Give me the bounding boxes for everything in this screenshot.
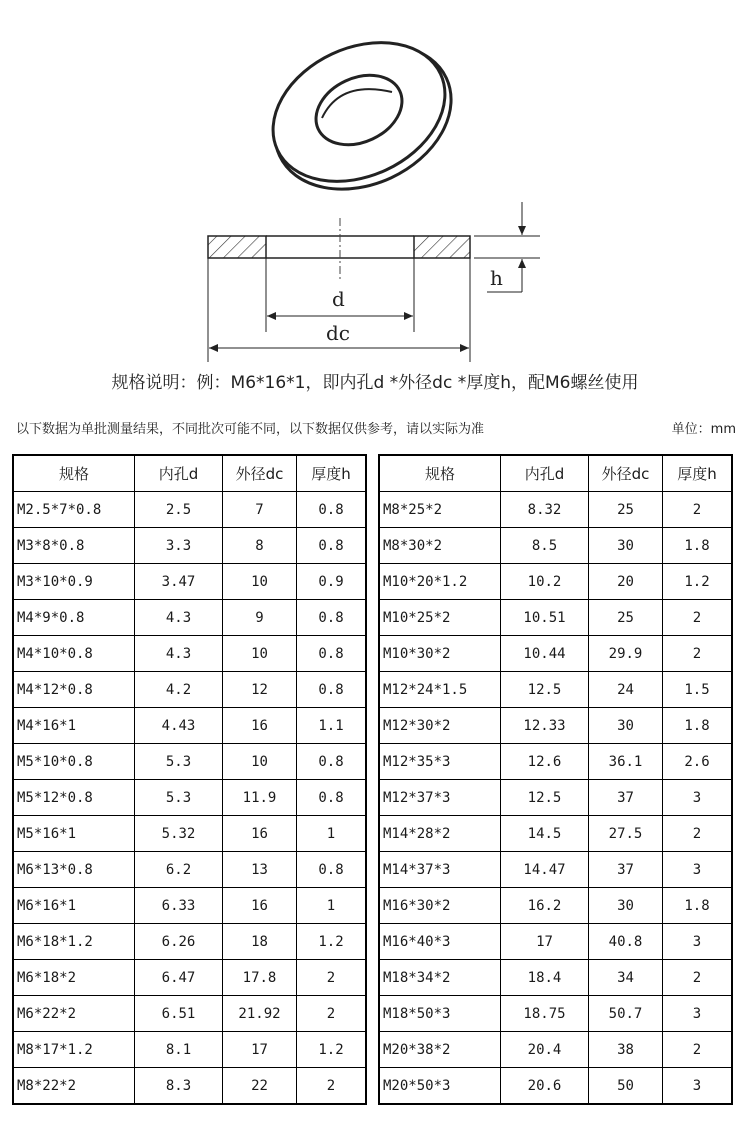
- cell-inner-d: 8.1: [135, 1032, 223, 1068]
- cell-inner-d: 6.47: [135, 960, 223, 996]
- table-row: [13, 672, 366, 708]
- cell-spec: M4*10*0.8: [13, 636, 135, 672]
- cell-thickness-h: 1: [297, 888, 367, 924]
- cell-outer-dc: 10: [223, 744, 297, 780]
- thickness-dimension: [474, 202, 540, 292]
- cell-outer-dc: 22: [223, 1068, 297, 1105]
- table-row: [13, 1068, 366, 1105]
- cell-thickness-h: 0.9: [297, 564, 367, 600]
- column-header-spec: 规格: [379, 455, 501, 492]
- cell-inner-d: 4.2: [135, 672, 223, 708]
- cell-thickness-h: 1.8: [663, 888, 733, 924]
- cell-outer-dc: 20: [589, 564, 663, 600]
- cell-thickness-h: 3: [663, 996, 733, 1032]
- washer-diagram: [0, 0, 750, 370]
- cell-thickness-h: 0.8: [297, 672, 367, 708]
- cell-inner-d: 14.5: [501, 816, 589, 852]
- cell-spec: M12*24*1.5: [379, 672, 501, 708]
- cell-thickness-h: 0.8: [297, 492, 367, 528]
- cell-spec: M20*38*2: [379, 1032, 501, 1068]
- cell-thickness-h: 0.8: [297, 600, 367, 636]
- cell-spec: M10*20*1.2: [379, 564, 501, 600]
- cell-thickness-h: 1: [297, 816, 367, 852]
- label-dc: dc: [326, 321, 351, 345]
- cell-spec: M14*28*2: [379, 816, 501, 852]
- cell-spec: M6*18*2: [13, 960, 135, 996]
- cell-spec: M14*37*3: [379, 852, 501, 888]
- cell-inner-d: 10.51: [501, 600, 589, 636]
- cell-thickness-h: 1.2: [297, 924, 367, 960]
- cell-spec: M6*18*1.2: [13, 924, 135, 960]
- cell-thickness-h: 2: [663, 1032, 733, 1068]
- column-header-outer-dc: 外径dc: [589, 455, 663, 492]
- washer-perspective: [250, 16, 474, 217]
- column-header-thickness-h: 厚度h: [297, 455, 367, 492]
- cell-outer-dc: 30: [589, 528, 663, 564]
- table-header-row: [13, 455, 366, 492]
- cell-outer-dc: 16: [223, 708, 297, 744]
- cell-inner-d: 14.47: [501, 852, 589, 888]
- table-row: [379, 672, 732, 708]
- cell-outer-dc: 16: [223, 816, 297, 852]
- cell-spec: M3*10*0.9: [13, 564, 135, 600]
- cell-inner-d: 12.33: [501, 708, 589, 744]
- table-row: [13, 1032, 366, 1068]
- table-row: [13, 600, 366, 636]
- cell-outer-dc: 9: [223, 600, 297, 636]
- table-row: [13, 816, 366, 852]
- cell-thickness-h: 3: [663, 1068, 733, 1105]
- table-row: [379, 636, 732, 672]
- cell-thickness-h: 1.2: [297, 1032, 367, 1068]
- label-d: d: [332, 287, 345, 311]
- table-row: [379, 960, 732, 996]
- cell-thickness-h: 2: [297, 1068, 367, 1105]
- cell-inner-d: 18.75: [501, 996, 589, 1032]
- cell-spec: M3*8*0.8: [13, 528, 135, 564]
- cell-inner-d: 5.3: [135, 780, 223, 816]
- cell-outer-dc: 10: [223, 564, 297, 600]
- cell-inner-d: 20.6: [501, 1068, 589, 1105]
- cell-spec: M6*16*1: [13, 888, 135, 924]
- cell-spec: M8*17*1.2: [13, 1032, 135, 1068]
- cell-outer-dc: 25: [589, 492, 663, 528]
- cell-outer-dc: 8: [223, 528, 297, 564]
- cell-inner-d: 17: [501, 924, 589, 960]
- cell-spec: M12*37*3: [379, 780, 501, 816]
- cell-outer-dc: 17.8: [223, 960, 297, 996]
- cell-outer-dc: 7: [223, 492, 297, 528]
- cell-thickness-h: 2: [663, 600, 733, 636]
- cell-outer-dc: 50.7: [589, 996, 663, 1032]
- cell-outer-dc: 17: [223, 1032, 297, 1068]
- cell-thickness-h: 1.8: [663, 528, 733, 564]
- table-row: [379, 888, 732, 924]
- spec-explanation: 规格说明：例：M6*16*1，即内孔d *外径dc *厚度h，配M6螺丝使用: [111, 373, 639, 393]
- cell-thickness-h: 2: [297, 996, 367, 1032]
- column-header-thickness-h: 厚度h: [663, 455, 733, 492]
- column-header-inner-d: 内孔d: [135, 455, 223, 492]
- cell-inner-d: 8.5: [501, 528, 589, 564]
- cell-thickness-h: 2: [663, 960, 733, 996]
- spec-table-right: [378, 454, 733, 1105]
- cell-inner-d: 12.5: [501, 780, 589, 816]
- cell-inner-d: 10.2: [501, 564, 589, 600]
- table-row: [13, 924, 366, 960]
- cell-spec: M4*9*0.8: [13, 600, 135, 636]
- unit-label: 单位：mm: [671, 422, 736, 437]
- cell-inner-d: 20.4: [501, 1032, 589, 1068]
- label-h: h: [490, 266, 503, 290]
- cell-thickness-h: 0.8: [297, 636, 367, 672]
- table-row: [379, 996, 732, 1032]
- cell-spec: M10*30*2: [379, 636, 501, 672]
- cell-thickness-h: 2: [663, 816, 733, 852]
- table-row: [13, 492, 366, 528]
- cell-spec: M12*35*3: [379, 744, 501, 780]
- cell-spec: M4*12*0.8: [13, 672, 135, 708]
- cell-inner-d: 10.44: [501, 636, 589, 672]
- cell-spec: M16*40*3: [379, 924, 501, 960]
- table-row: [13, 996, 366, 1032]
- cell-outer-dc: 30: [589, 888, 663, 924]
- table-header-row: [379, 455, 732, 492]
- cell-inner-d: 4.3: [135, 636, 223, 672]
- cell-spec: M12*30*2: [379, 708, 501, 744]
- column-header-inner-d: 内孔d: [501, 455, 589, 492]
- cell-inner-d: 4.43: [135, 708, 223, 744]
- cell-outer-dc: 29.9: [589, 636, 663, 672]
- cell-inner-d: 3.3: [135, 528, 223, 564]
- cell-thickness-h: 3: [663, 924, 733, 960]
- table-row: [379, 924, 732, 960]
- cell-inner-d: 6.33: [135, 888, 223, 924]
- cell-outer-dc: 37: [589, 780, 663, 816]
- cell-outer-dc: 27.5: [589, 816, 663, 852]
- cell-spec: M5*12*0.8: [13, 780, 135, 816]
- cell-outer-dc: 30: [589, 708, 663, 744]
- cell-spec: M10*25*2: [379, 600, 501, 636]
- cell-thickness-h: 0.8: [297, 852, 367, 888]
- washer-cross-section: [208, 218, 470, 282]
- cell-outer-dc: 50: [589, 1068, 663, 1105]
- cell-thickness-h: 2.6: [663, 744, 733, 780]
- cell-thickness-h: 0.8: [297, 780, 367, 816]
- cell-inner-d: 3.47: [135, 564, 223, 600]
- cell-spec: M8*30*2: [379, 528, 501, 564]
- cell-outer-dc: 34: [589, 960, 663, 996]
- cell-inner-d: 6.51: [135, 996, 223, 1032]
- cell-inner-d: 12.5: [501, 672, 589, 708]
- table-row: [379, 1068, 732, 1105]
- cell-inner-d: 5.3: [135, 744, 223, 780]
- cell-spec: M8*22*2: [13, 1068, 135, 1105]
- cell-outer-dc: 10: [223, 636, 297, 672]
- table-row: [379, 780, 732, 816]
- table-row: [13, 852, 366, 888]
- table-row: [379, 564, 732, 600]
- cell-inner-d: 6.26: [135, 924, 223, 960]
- cell-thickness-h: 2: [663, 636, 733, 672]
- disclaimer-text: 以下数据为单批测量结果，不同批次可能不同，以下数据仅供参考，请以实际为准: [16, 422, 485, 437]
- cell-outer-dc: 18: [223, 924, 297, 960]
- cell-outer-dc: 24: [589, 672, 663, 708]
- cell-thickness-h: 1.2: [663, 564, 733, 600]
- cell-inner-d: 6.2: [135, 852, 223, 888]
- cell-thickness-h: 3: [663, 852, 733, 888]
- table-row: [13, 708, 366, 744]
- cell-thickness-h: 1.8: [663, 708, 733, 744]
- cell-spec: M16*30*2: [379, 888, 501, 924]
- cell-spec: M18*34*2: [379, 960, 501, 996]
- table-row: [379, 1032, 732, 1068]
- table-row: [379, 816, 732, 852]
- cell-outer-dc: 40.8: [589, 924, 663, 960]
- cell-outer-dc: 16: [223, 888, 297, 924]
- table-row: [13, 636, 366, 672]
- cell-spec: M20*50*3: [379, 1068, 501, 1105]
- cell-thickness-h: 0.8: [297, 528, 367, 564]
- cell-spec: M5*16*1: [13, 816, 135, 852]
- cell-spec: M6*13*0.8: [13, 852, 135, 888]
- cell-outer-dc: 21.92: [223, 996, 297, 1032]
- disclaimer-row: [16, 418, 736, 438]
- cell-spec: M4*16*1: [13, 708, 135, 744]
- cell-thickness-h: 0.8: [297, 744, 367, 780]
- table-row: [379, 852, 732, 888]
- cell-inner-d: 4.3: [135, 600, 223, 636]
- cell-thickness-h: 1.1: [297, 708, 367, 744]
- table-row: [13, 780, 366, 816]
- table-row: [13, 960, 366, 996]
- table-row: [379, 528, 732, 564]
- cell-spec: M8*25*2: [379, 492, 501, 528]
- cell-outer-dc: 25: [589, 600, 663, 636]
- cell-thickness-h: 2: [297, 960, 367, 996]
- table-row: [13, 888, 366, 924]
- table-row: [13, 528, 366, 564]
- cell-spec: M5*10*0.8: [13, 744, 135, 780]
- cell-inner-d: 18.4: [501, 960, 589, 996]
- cell-thickness-h: 1.5: [663, 672, 733, 708]
- column-header-outer-dc: 外径dc: [223, 455, 297, 492]
- cell-inner-d: 8.32: [501, 492, 589, 528]
- cell-inner-d: 5.32: [135, 816, 223, 852]
- cell-inner-d: 8.3: [135, 1068, 223, 1105]
- cell-spec: M18*50*3: [379, 996, 501, 1032]
- cell-spec: M6*22*2: [13, 996, 135, 1032]
- cell-spec: M2.5*7*0.8: [13, 492, 135, 528]
- cell-outer-dc: 36.1: [589, 744, 663, 780]
- table-row: [13, 564, 366, 600]
- table-row: [379, 744, 732, 780]
- cell-thickness-h: 3: [663, 780, 733, 816]
- cell-outer-dc: 12: [223, 672, 297, 708]
- cell-inner-d: 16.2: [501, 888, 589, 924]
- cell-inner-d: 2.5: [135, 492, 223, 528]
- table-row: [379, 492, 732, 528]
- spec-table-left: [12, 454, 367, 1105]
- table-row: [379, 708, 732, 744]
- cell-thickness-h: 2: [663, 492, 733, 528]
- column-header-spec: 规格: [13, 455, 135, 492]
- cell-outer-dc: 37: [589, 852, 663, 888]
- cell-inner-d: 12.6: [501, 744, 589, 780]
- table-row: [13, 744, 366, 780]
- cell-outer-dc: 11.9: [223, 780, 297, 816]
- cell-outer-dc: 38: [589, 1032, 663, 1068]
- table-row: [379, 600, 732, 636]
- cell-outer-dc: 13: [223, 852, 297, 888]
